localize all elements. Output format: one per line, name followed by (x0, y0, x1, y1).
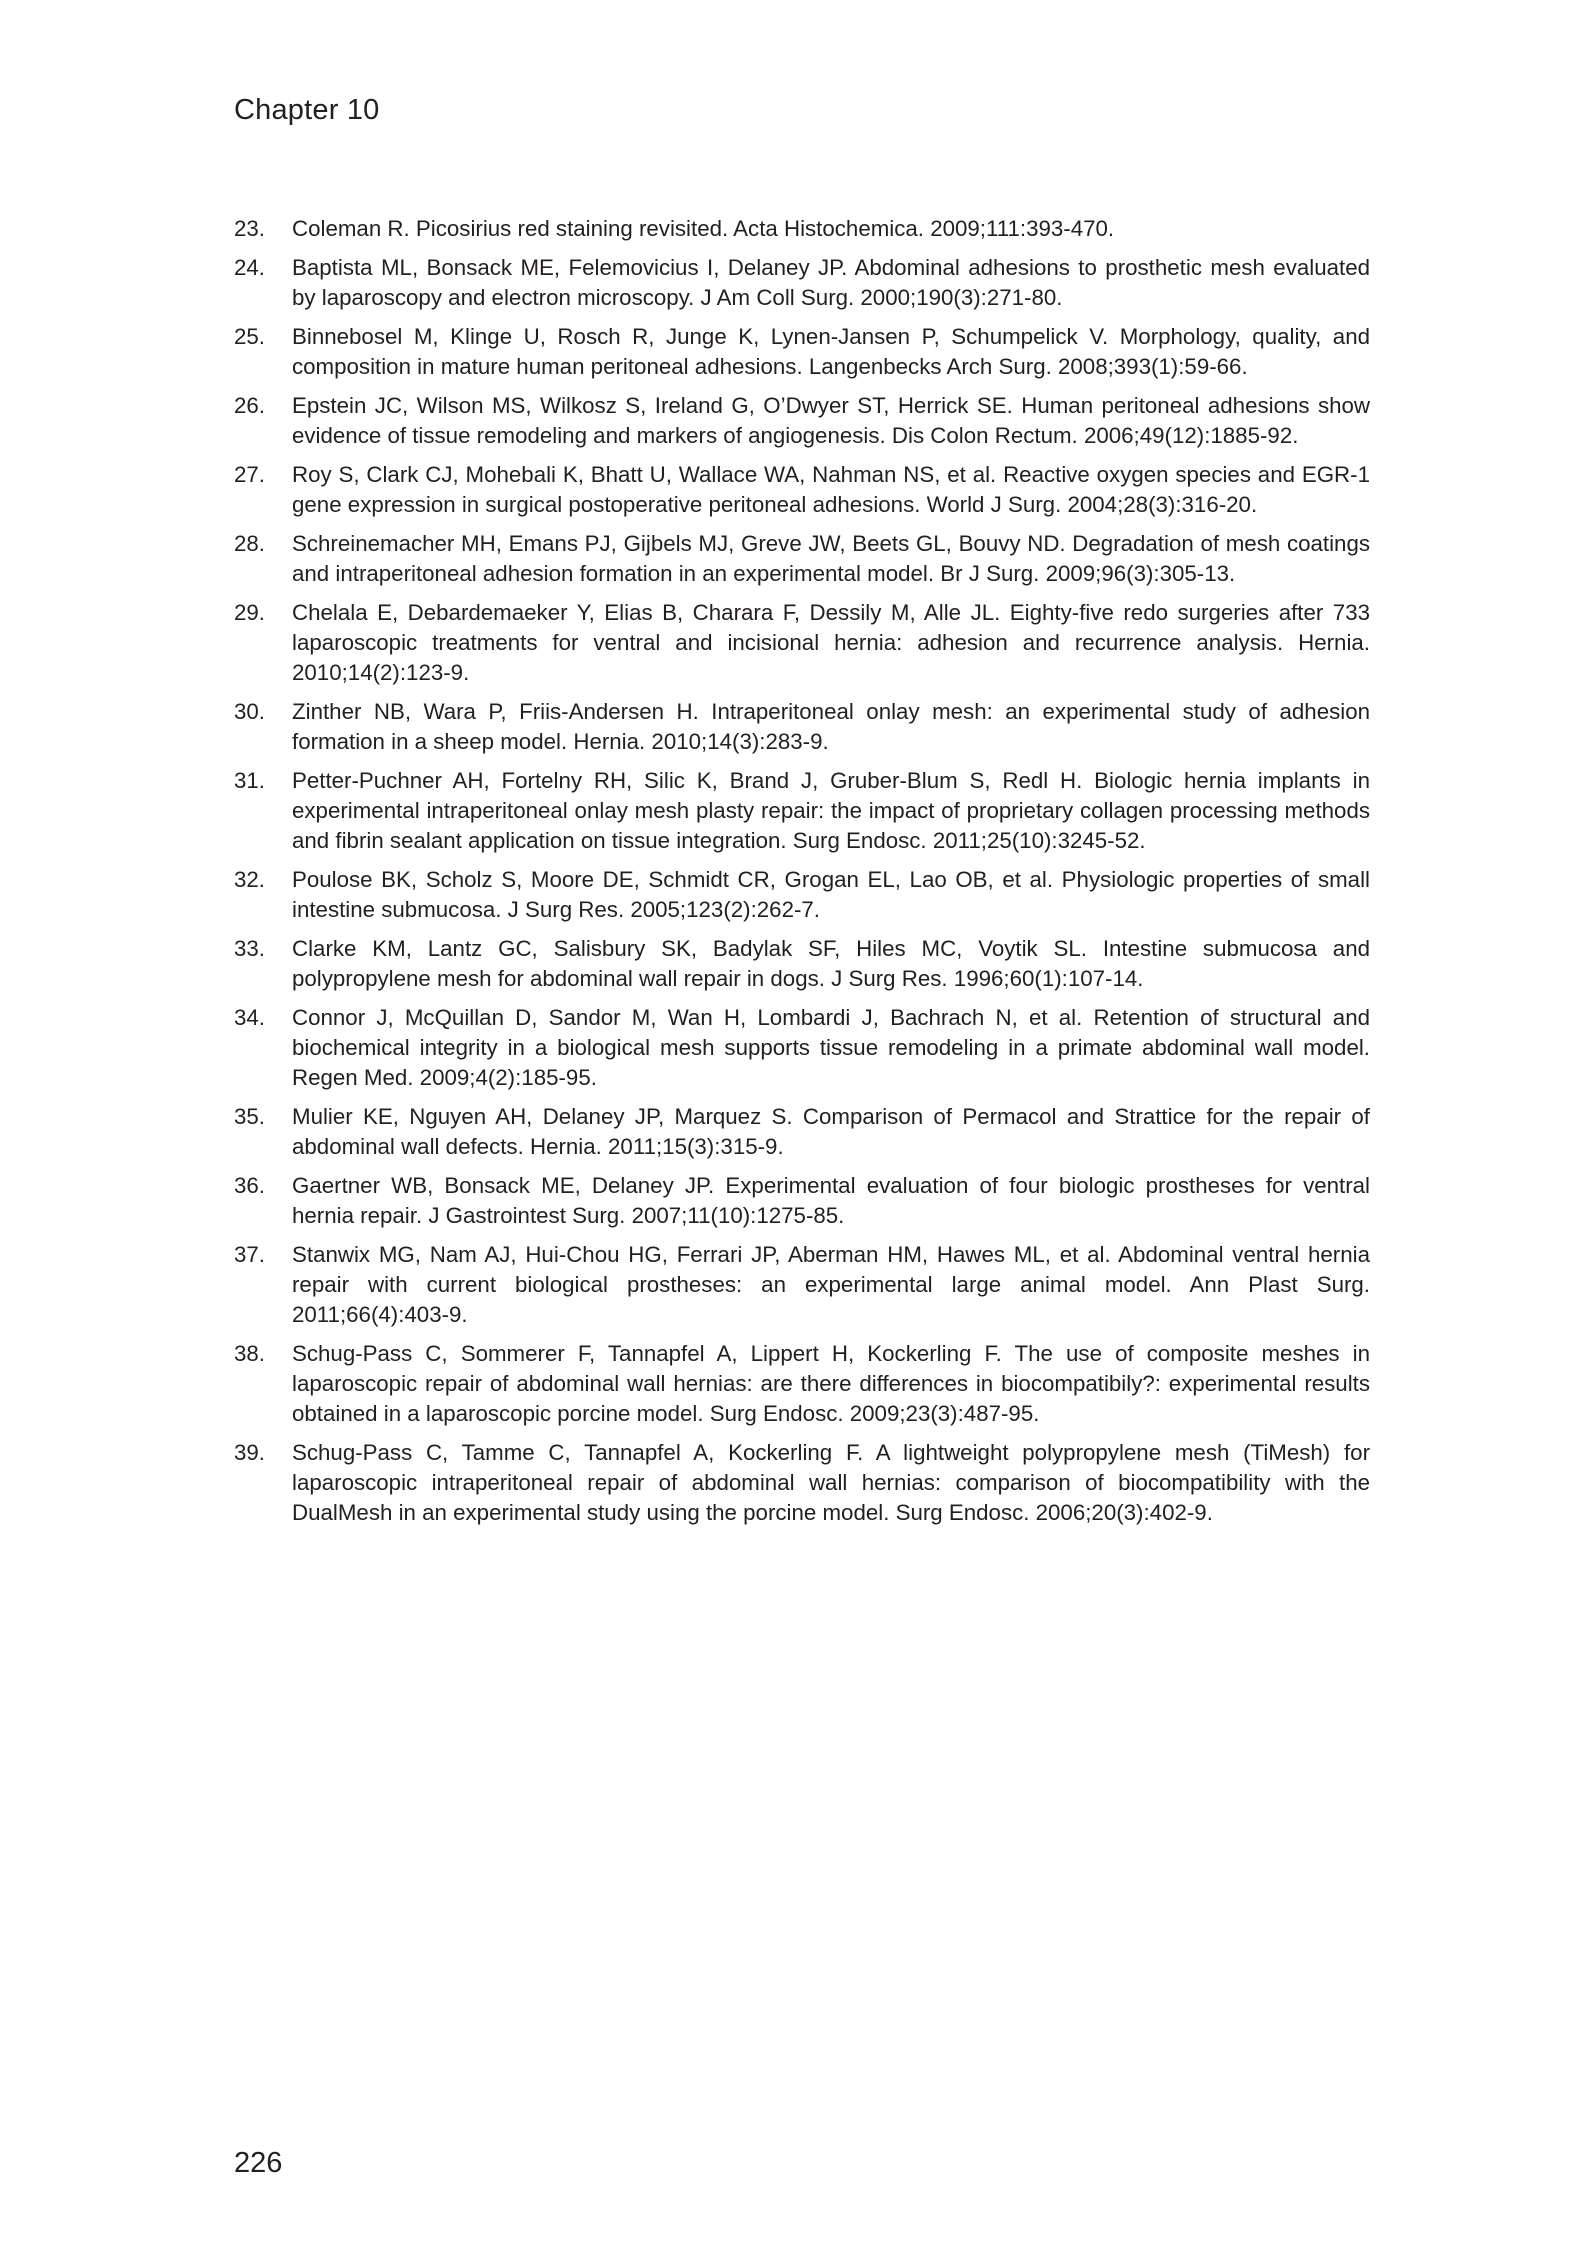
reference-text: Schug-Pass C, Tamme C, Tannapfel A, Kockerling F. A lightweight polypropylene mesh (TiMesh) for laparoscopic intraperitoneal repair of abdominal wall hernias: comparison of biocompatibility with the DualMesh in an experimental study using the porcine model. Surg Endosc. 2006;20(3):402-9. (292, 1440, 1370, 1525)
reference-number: 23. (234, 216, 265, 241)
reference-text: Schug-Pass C, Sommerer F, Tannapfel A, Lippert H, Kockerling F. The use of composite meshes in laparoscopic repair of abdominal wall hernias: are there differences in biocompatibily?: experimental results obtained in a laparoscopic porcine model. Surg Endosc. 2009;23(3):487-95. (292, 1341, 1370, 1426)
reference-number: 29. (234, 600, 265, 625)
reference-number: 27. (234, 462, 265, 487)
reference-item (234, 1102, 1370, 1162)
reference-text: Clarke KM, Lantz GC, Salisbury SK, Badylak SF, Hiles MC, Voytik SL. Intestine submucosa and polypropylene mesh for abdominal wall repair in dogs. J Surg Res. 1996;60(1):107-14. (292, 936, 1370, 991)
reference-number: 33. (234, 936, 265, 961)
reference-item (234, 865, 1370, 925)
reference-text: Coleman R. Picosirius red staining revisited. Acta Histochemica. 2009;111:393-470. (292, 216, 1115, 241)
reference-text: Gaertner WB, Bonsack ME, Delaney JP. Experimental evaluation of four biologic prostheses for ventral hernia repair. J Gastrointest Surg. 2007;11(10):1275-85. (292, 1173, 1370, 1228)
reference-item (234, 322, 1370, 382)
reference-item (234, 766, 1370, 856)
reference-number: 25. (234, 324, 265, 349)
reference-item (234, 1339, 1370, 1429)
reference-number: 24. (234, 255, 265, 280)
reference-number: 26. (234, 393, 265, 418)
reference-item (234, 1240, 1370, 1330)
reference-number: 28. (234, 531, 265, 556)
reference-text: Petter-Puchner AH, Fortelny RH, Silic K, Brand J, Gruber-Blum S, Redl H. Biologic hernia implants in experimental intraperitoneal onlay mesh plasty repair: the impact of proprietary collagen processing methods and fibrin sealant application on tissue integration. Surg Endosc. 2011;25(10):3245-52. (292, 768, 1370, 853)
reference-number: 35. (234, 1104, 265, 1129)
reference-text: Binnebosel M, Klinge U, Rosch R, Junge K, Lynen-Jansen P, Schumpelick V. Morphology, quality, and composition in mature human peritoneal adhesions. Langenbecks Arch Surg. 2008;393(1):59-66. (292, 324, 1370, 379)
reference-number: 39. (234, 1440, 265, 1465)
reference-text: Schreinemacher MH, Emans PJ, Gijbels MJ, Greve JW, Beets GL, Bouvy ND. Degradation of mesh coatings and intraperitoneal adhesion formation in an experimental model. Br J Surg. 2009;96(3):305-13. (292, 531, 1370, 586)
reference-item (234, 1171, 1370, 1231)
reference-text: Stanwix MG, Nam AJ, Hui-Chou HG, Ferrari JP, Aberman HM, Hawes ML, et al. Abdominal ventral hernia repair with current biological prostheses: an experimental large animal model. Ann Plast Surg. 2011;66(4):403-9. (292, 1242, 1370, 1327)
reference-text: Connor J, McQuillan D, Sandor M, Wan H, Lombardi J, Bachrach N, et al. Retention of structural and biochemical integrity in a biological mesh supports tissue remodeling in a primate abdominal wall model. Regen Med. 2009;4(2):185-95. (292, 1005, 1370, 1090)
reference-text: Baptista ML, Bonsack ME, Felemovicius I, Delaney JP. Abdominal adhesions to prosthetic mesh evaluated by laparoscopy and electron microscopy. J Am Coll Surg. 2000;190(3):271-80. (292, 255, 1370, 310)
reference-text: Chelala E, Debardemaeker Y, Elias B, Charara F, Dessily M, Alle JL. Eighty-five redo surgeries after 733 laparoscopic treatments for ventral and incisional hernia: adhesion and recurrence analysis. Hernia. 2010;14(2):123-9. (292, 600, 1370, 685)
reference-item (234, 1003, 1370, 1093)
reference-item (234, 460, 1370, 520)
reference-number: 30. (234, 699, 265, 724)
reference-text: Roy S, Clark CJ, Mohebali K, Bhatt U, Wallace WA, Nahman NS, et al. Reactive oxygen species and EGR-1 gene expression in surgical postoperative peritoneal adhesions. World J Surg. 2004;28(3):316-20. (292, 462, 1370, 517)
reference-item (234, 697, 1370, 757)
reference-number: 38. (234, 1341, 265, 1366)
reference-item (234, 1438, 1370, 1528)
reference-number: 36. (234, 1173, 265, 1198)
chapter-header: Chapter 10 (234, 94, 380, 126)
reference-text: Mulier KE, Nguyen AH, Delaney JP, Marquez S. Comparison of Permacol and Strattice for the repair of abdominal wall defects. Hernia. 2011;15(3):315-9. (292, 1104, 1370, 1159)
reference-item (234, 253, 1370, 313)
reference-number: 34. (234, 1005, 265, 1030)
reference-item (234, 214, 1370, 244)
reference-text: Poulose BK, Scholz S, Moore DE, Schmidt CR, Grogan EL, Lao OB, et al. Physiologic properties of small intestine submucosa. J Surg Res. 2005;123(2):262-7. (292, 867, 1370, 922)
reference-item (234, 529, 1370, 589)
reference-item (234, 391, 1370, 451)
reference-number: 37. (234, 1242, 265, 1267)
reference-list (234, 214, 1370, 1537)
reference-number: 32. (234, 867, 265, 892)
reference-item (234, 934, 1370, 994)
reference-item (234, 598, 1370, 688)
page-number: 226 (234, 2147, 283, 2179)
reference-number: 31. (234, 768, 265, 793)
reference-text: Zinther NB, Wara P, Friis-Andersen H. Intraperitoneal onlay mesh: an experimental study of adhesion formation in a sheep model. Hernia. 2010;14(3):283-9. (292, 699, 1370, 754)
reference-text: Epstein JC, Wilson MS, Wilkosz S, Ireland G, O’Dwyer ST, Herrick SE. Human peritoneal adhesions show evidence of tissue remodeling and markers of angiogenesis. Dis Colon Rectum. 2006;49(12):1885-92. (292, 393, 1370, 448)
